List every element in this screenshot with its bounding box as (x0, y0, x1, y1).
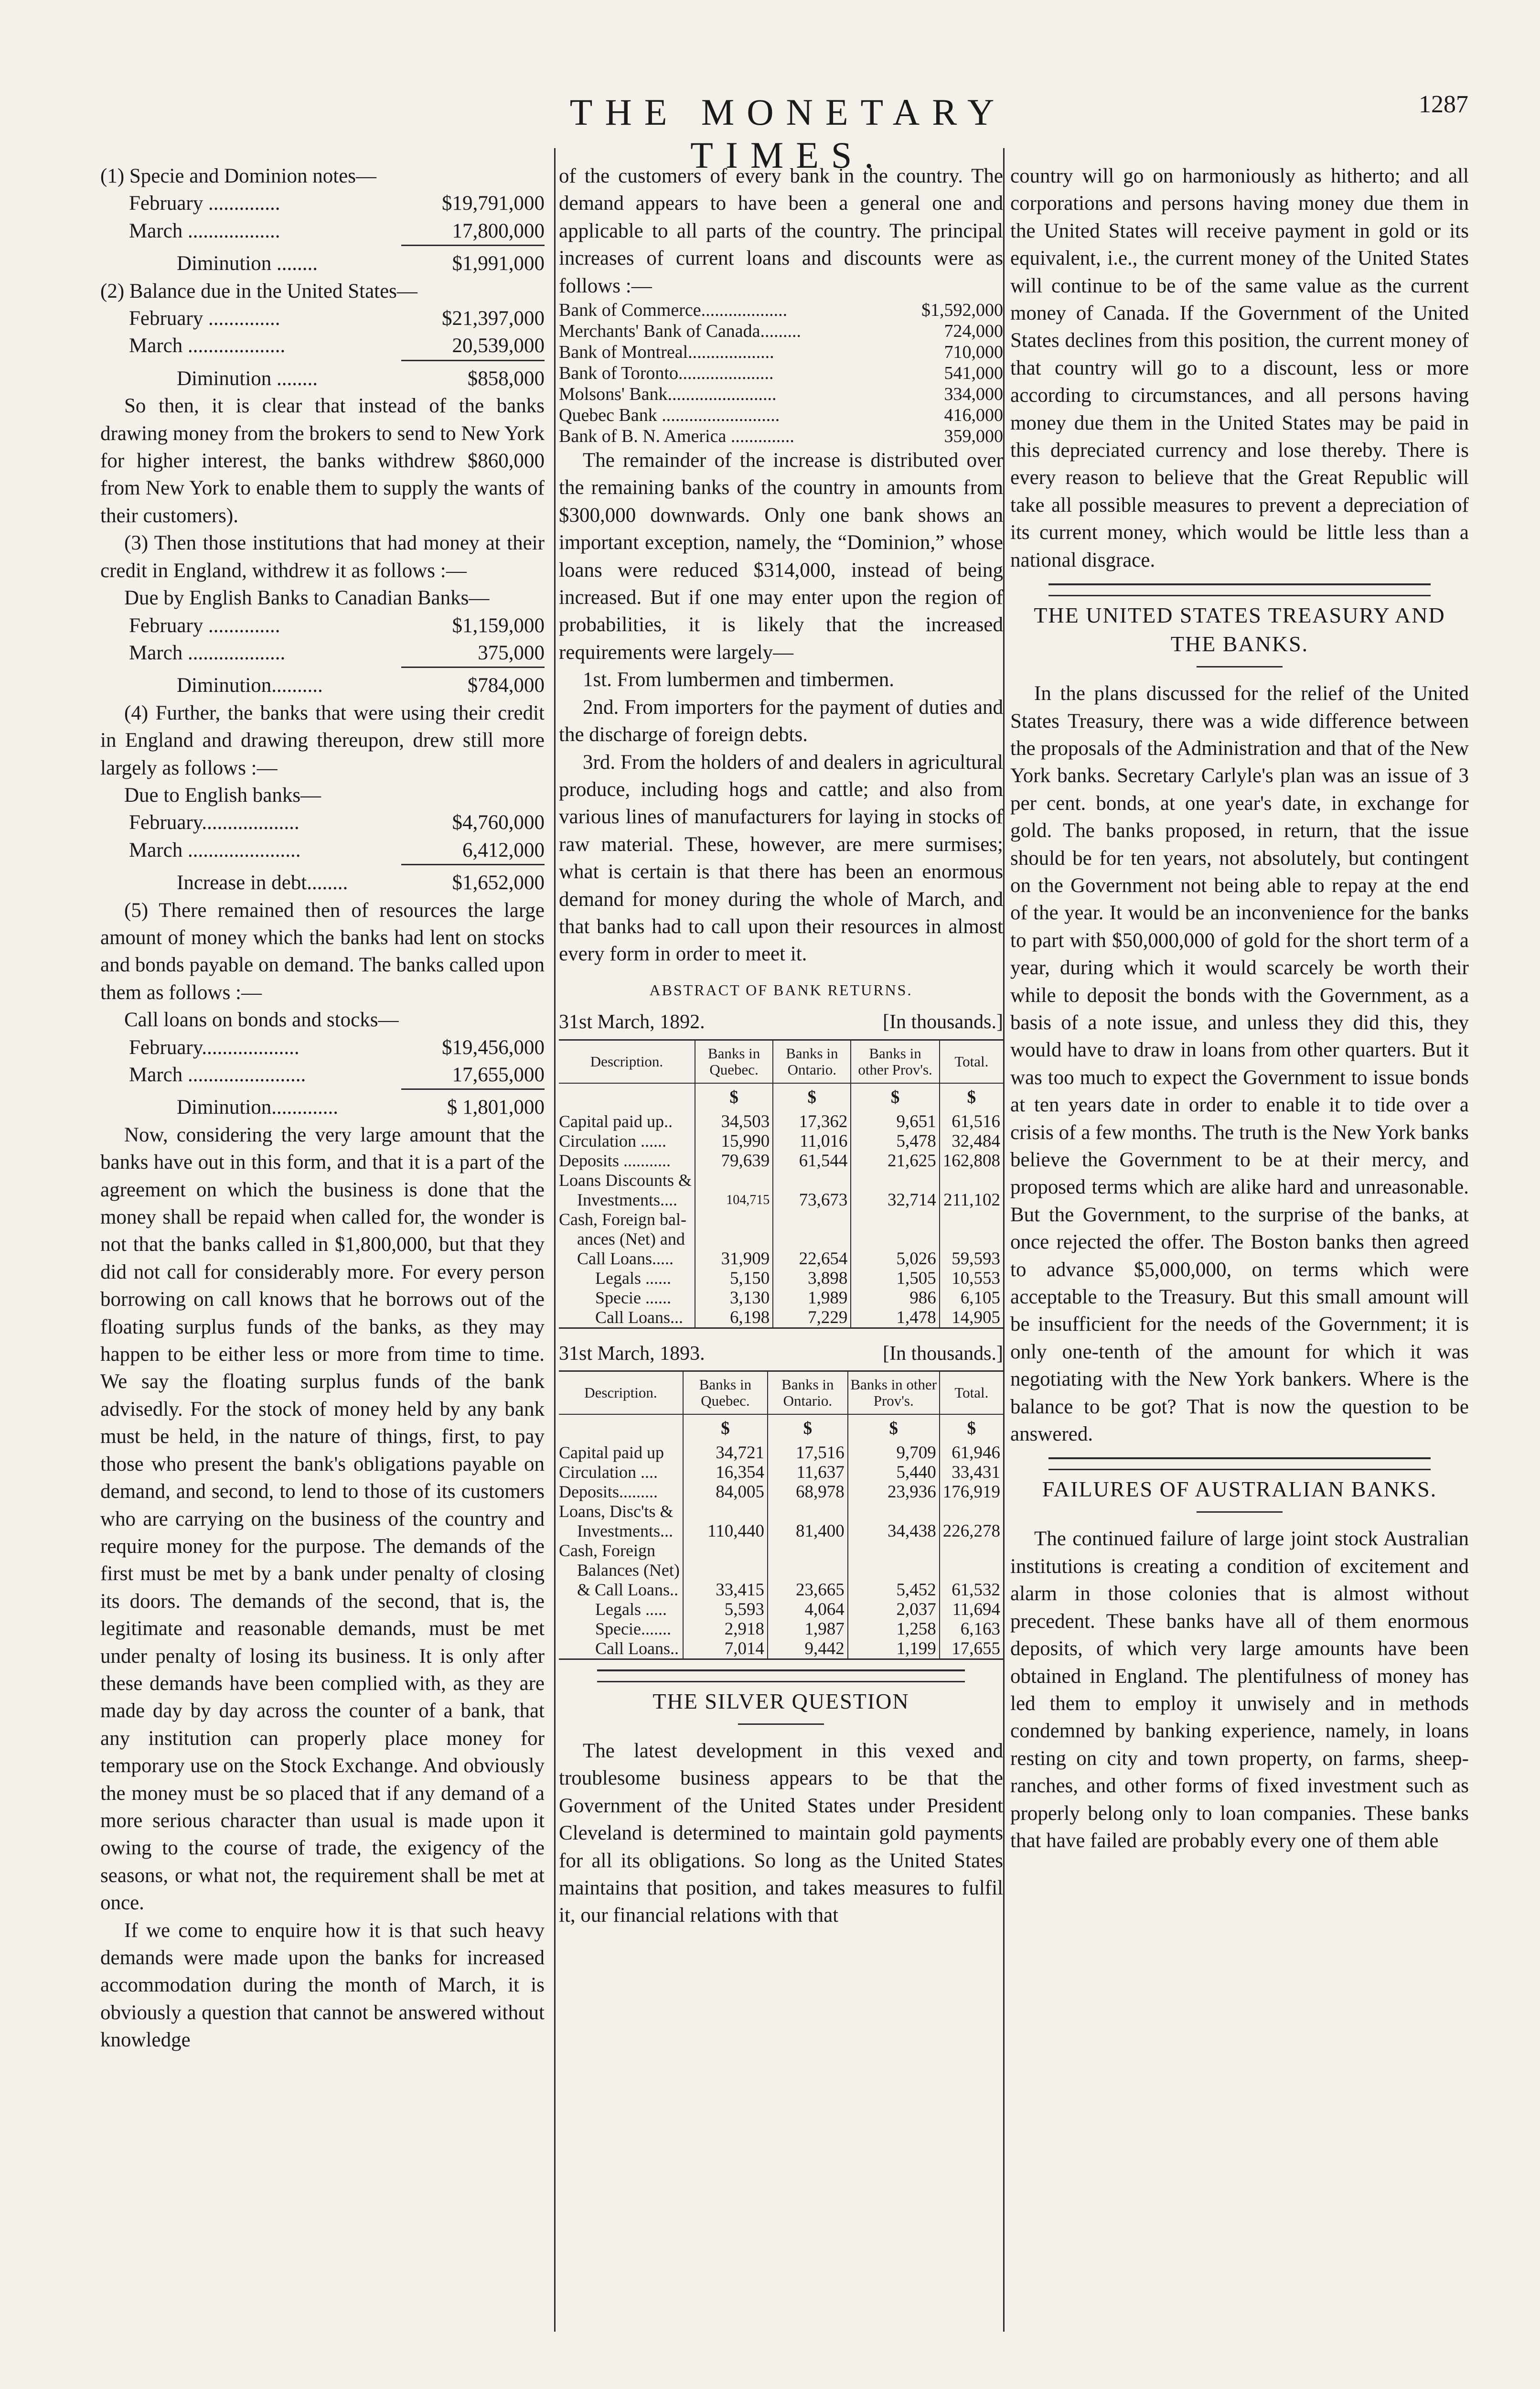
statement-heading: Call loans on bonds and stocks— (124, 1009, 399, 1032)
table-header-row (559, 1040, 1003, 1083)
statement-english-banks (100, 584, 545, 699)
table-row: Capital paid up 34,721 17,516 9,709 61,946 (559, 1443, 1003, 1463)
heading-rule (1197, 1511, 1283, 1513)
paragraph: The latest development in this vexed and troublesome business appears to be that the Government of the United States under President Cleveland is determined to maintain gold payments for all its obligations. So long as the United States maintains that position, and takes measures to fulfil it, our financial relations with that (559, 1739, 1003, 1927)
section-heading: FAILURES OF AUSTRALIAN BANKS. (1042, 1477, 1437, 1502)
table-date: 31st March, 1892. (559, 1011, 705, 1033)
column-header: Description. (559, 1371, 683, 1414)
table-row: Deposits......... 84,005 68,978 23,936 176,919 (559, 1482, 1003, 1502)
statement-heading: (1) Specie and Dominion notes— (100, 165, 377, 187)
bank-returns-1892-table (559, 1039, 1003, 1329)
list-item: Merchants' Bank of Canada......... 724,000 (559, 321, 1003, 342)
table-row: Legals ...... 5,150 3,898 1,505 10,553 (559, 1269, 1003, 1288)
statement-total: Increase in debt........ $1,652,000 (177, 872, 545, 894)
table-row: Legals ..... 5,593 4,064 2,037 11,694 (559, 1600, 1003, 1619)
statement-total: Diminution............. $ 1,801,000 (177, 1096, 545, 1119)
table-row: Capital paid up.. 34,503 17,362 9,651 61,516 (559, 1112, 1003, 1131)
table-row: Circulation .... 16,354 11,637 5,440 33,431 (559, 1463, 1003, 1482)
paragraph: 1st. From lumbermen and timbermen. (583, 668, 895, 691)
table-row: Deposits ........... 79,639 61,544 21,625 162,808 (559, 1151, 1003, 1171)
column-header: Banks in other Prov's. (851, 1040, 939, 1083)
paragraph: In the plans discussed for the relief of the United States Treasury, there was a wide difference between the proposals of the Administration and that of the New York banks. Secretary Carlyle's plan was an issue of 3 per cent. bonds, at one year's date, in exchange for gold. The banks proposed, in return, that the issue should be for ten years, not absolutely, but contingent on the Government not being able to repay at the end of the year. It would be an inconvenience for the banks to part with $50,000,000 of gold for the short term of a year, during which it would scarcely be worth their while to deposit the bonds with the Government, as a basis of a note issue, and unless they did this, they would have to draw in loans from other quarters. But it was too much to expect the Government to issue bonds at ten years date in order to enable it to tide over a crisis of a few months. The truth is the New York banks believe the Government to be at their mercy, and proposed terms which are alike hard and unreasonable. But the Government, to the surprise of the banks, at once rejected the offer. The Boston banks then agreed to advance $5,000,000, on terms which were acceptable to the Treasury. But this small amount will be insufficient for the needs of the Government; it is only one-tenth of the amount for which it was negotiating with the New York bankers. Where is the balance to be got? That is now the question to be answered. (1010, 682, 1469, 1446)
statement-due-english (100, 782, 545, 897)
list-item: Bank of Toronto..................... 541,000 (559, 363, 1003, 384)
table-row: Specie ...... 3,130 1,989 986 6,105 (559, 1288, 1003, 1308)
paragraph: country will go on harmoniously as hitherto; and all corporations and persons having money due them in the United States will receive payment in gold or its equivalent, i.e., the current money of the United States will continue to be of the same value as the current money of Canada. If the Government of the United States declines from this position, the current money of that country will go to a discount, less or more according to circumstances, and all persons having money due them in the United States may be paid in this depreciated currency and lose thereby. There is every reason to believe that the Great Republic will take all possible measures to prevent a depreciation of its current money, which would be little less than a national disgrace. (1010, 165, 1469, 571)
paragraph: (4) Further, the banks that were using their credit in England and drawing thereupon, drew still more largely as follows :— (100, 701, 545, 779)
sum-rule (401, 245, 545, 250)
table-header-row (559, 1371, 1003, 1414)
column-header: Banks in Quebec. (683, 1371, 768, 1414)
paragraph: 2nd. From importers for the payment of duties and the discharge of foreign debts. (559, 696, 1003, 746)
statement-row: February................... $4,760,000 (129, 811, 545, 834)
column-divider (1003, 148, 1005, 2332)
abstract-title: ABSTRACT OF BANK RETURNS. (649, 981, 913, 999)
statement-total: Diminution ........ $858,000 (177, 367, 545, 390)
paragraph: (3) Then those institutions that had money at their credit in England, withdrew it as follows :— (100, 532, 545, 582)
statement-row: February .............. $19,791,000 (129, 192, 545, 215)
statement-specie (100, 162, 545, 278)
statement-total: Diminution.......... $784,000 (177, 674, 545, 697)
table-row: Investments.... 104,715 73,673 32,714 211,102 (559, 1190, 1003, 1210)
page-number: 1287 (1419, 91, 1468, 118)
table-row: Investments... 110,440 81,400 34,438 226,278 (559, 1521, 1003, 1541)
paragraph: The remainder of the increase is distributed over the remaining banks of the country in amounts from $300,000 downwards. Only one bank shows an important exception, namely, the “Dominion,” whose loans were reduced $314,000, instead of being increased. But if one may enter upon the region of probabilities, it is likely that the increased requirements were largely— (559, 449, 1003, 664)
section-heading: THE UNITED STATES TREASURY AND THE BANKS. (1034, 603, 1445, 656)
bank-increase-list (559, 300, 1003, 447)
table-caption (559, 1009, 1003, 1036)
statement-row: March ....................... 17,655,000 (129, 1064, 545, 1086)
table-caption (559, 1340, 1003, 1367)
statement-row: February................... $19,456,000 (129, 1036, 545, 1059)
column-header: Banks in Ontario. (773, 1040, 851, 1083)
sum-rule (401, 1088, 545, 1094)
statement-balance-us (100, 278, 545, 393)
unit-row: $ $ $ $ (559, 1414, 1003, 1438)
table-row: Balances (Net) (559, 1560, 1003, 1580)
statement-row: February .............. $21,397,000 (129, 307, 545, 330)
statement-heading: Due by English Banks to Canadian Banks— (124, 587, 490, 610)
column-2 (559, 162, 1003, 1929)
paragraph: So then, it is clear that instead of the banks drawing money from the brokers to send to New York for higher interest, the banks withdrew $860,000 from New York to enable them to supply the wants of their customers). (100, 395, 545, 527)
paragraph: 3rd. From the holders of and dealers in agricultural produce, including hogs and cattle; and also from various lines of manufacturers for laying in stocks of raw material. These, however, are mere surmises; what is certain is that there has been an enormous demand for money during the whole of March, and that banks had to call upon their resources in almost every form in order to meet it. (559, 751, 1003, 966)
spacer-row (559, 1438, 1003, 1443)
statement-heading: Due to English banks— (124, 784, 321, 807)
paragraph: Now, considering the very large amount that the banks have out in this form, and that it is a part of the agreement on which the business is done that the money shall be repaid when called for, the wonder is not that the banks called in $1,800,000, but that they did not call for considerably more. For every person borrowing on call knows that he borrows out of the floating surplus funds of the banks, as they may happen to be either less or more from time to time. We say the floating surplus funds of the bank advisedly. For the stock of money held by any bank must be held, in the nature of things, first, to pay those who present the bank's obligations payable on demand, and second, to lend to those of its customers who are carrying on the business of the country and require money for the purpose. The demands of the first must be met by a bank under penalty of closing its doors. The demands of the second, that is, the legitimate and reasonable demands, must be met under penalty of losing its business. It is only after these demands have been complied with, as they are made day by day across the counter of a bank, that any institution can properly place money for temporary use on the Stock Exchange. And obviously the money must be so placed that if any demand of a more serious character than usual is made upon it owing to the course of trade, the exigency of the seasons, or what not, the requirement shall be met at once. (100, 1123, 545, 1915)
column-header: Banks in other Prov's. (848, 1371, 940, 1414)
list-item: Bank of B. N. America .............. 359,000 (559, 426, 1003, 447)
heading-rule (738, 1723, 824, 1725)
table-row: Loans Discounts & (559, 1171, 1003, 1190)
column-3 (1010, 162, 1469, 1854)
column-1 (100, 162, 545, 2054)
column-header: Description. (559, 1040, 695, 1083)
sum-rule (401, 360, 545, 365)
list-item: Molsons' Bank........................ 334,000 (559, 384, 1003, 405)
table-row: Specie....... 2,918 1,987 1,258 6,163 (559, 1619, 1003, 1639)
heading-rule (1197, 666, 1283, 667)
sum-rule (401, 667, 545, 672)
statement-heading: (2) Balance due in the United States— (100, 280, 417, 302)
statement-row: March ................... 375,000 (129, 641, 545, 664)
paragraph: of the customers of every bank in the country. The demand appears to have been a general one and applicable to all parts of the country. The principal increases of current loans and discounts were as follows :— (559, 165, 1003, 297)
table-row: Cash, Foreign (559, 1541, 1003, 1560)
list-item: Bank of Commerce................... $1,592,000 (559, 300, 1003, 321)
section-divider (1048, 583, 1431, 596)
statement-row: March ................... 20,539,000 (129, 334, 545, 357)
column-header: Banks in Quebec. (695, 1040, 773, 1083)
section-heading: THE SILVER QUESTION (652, 1689, 909, 1713)
sum-rule (401, 864, 545, 869)
publication-title: THE MONETARY TIMES. (569, 91, 1007, 176)
table-row: Circulation ...... 15,990 11,016 5,478 32,484 (559, 1131, 1003, 1151)
table-row: Call Loans..... 31,909 22,654 5,026 59,593 (559, 1249, 1003, 1269)
paragraph: The continued failure of large joint stock Australian institutions is creating a condition of excitement and alarm in those colonies that is almost without precedent. These banks have all of them enormous deposits, of which very large amounts have been obtained in England. The plentifulness of money has led them to employ it unwisely and in methods condemned by banking experience, namely, in loans resting on city and town property, on farms, sheep-ranches, and other forms of fixed investment such as properly belong only to loan companies. These banks that have failed are probably every one of them able (1010, 1528, 1469, 1852)
table-note: [In thousands.] (883, 1342, 1003, 1365)
table-row: & Call Loans.. 33,415 23,665 5,452 61,532 (559, 1580, 1003, 1600)
table-row: Call Loans... 6,198 7,229 1,478 14,905 (559, 1308, 1003, 1328)
statement-total: Diminution ........ $1,991,000 (177, 252, 545, 275)
column-header: Banks in Ontario. (768, 1371, 848, 1414)
column-header: Total. (940, 1371, 1003, 1414)
list-item: Bank of Montreal................... 710,000 (559, 342, 1003, 363)
table-row: ances (Net) and (559, 1229, 1003, 1249)
table-date: 31st March, 1893. (559, 1342, 705, 1365)
bank-returns-1893-table (559, 1370, 1003, 1660)
table-row: Call Loans.. 7,014 9,442 1,199 17,655 (559, 1639, 1003, 1659)
section-divider (1048, 1457, 1431, 1470)
paragraph: (5) There remained then of resources the large amount of money which the banks had lent on stocks and bonds payable on demand. The banks called upon them as follows :— (100, 899, 545, 1004)
unit-row: $ $ $ $ (559, 1083, 1003, 1107)
paragraph: If we come to enquire how it is that such heavy demands were made upon the banks for increased accommodation during the month of March, it is obviously a question that cannot be answered without knowledge (100, 1919, 545, 2052)
column-divider (554, 148, 556, 2332)
section-divider (597, 1669, 965, 1682)
table-note: [In thousands.] (883, 1011, 1003, 1033)
statement-row: February .............. $1,159,000 (129, 614, 545, 637)
table-row: Loans, Disc'ts & (559, 1502, 1003, 1521)
column-header: Total. (940, 1040, 1003, 1083)
list-item: Quebec Bank .......................... 416,000 (559, 405, 1003, 426)
statement-row: March .................. 17,800,000 (129, 219, 545, 242)
statement-call-loans (100, 1006, 545, 1121)
statement-row: March ...................... 6,412,000 (129, 839, 545, 861)
table-row: Cash, Foreign bal- (559, 1210, 1003, 1229)
spacer-row (559, 1107, 1003, 1112)
